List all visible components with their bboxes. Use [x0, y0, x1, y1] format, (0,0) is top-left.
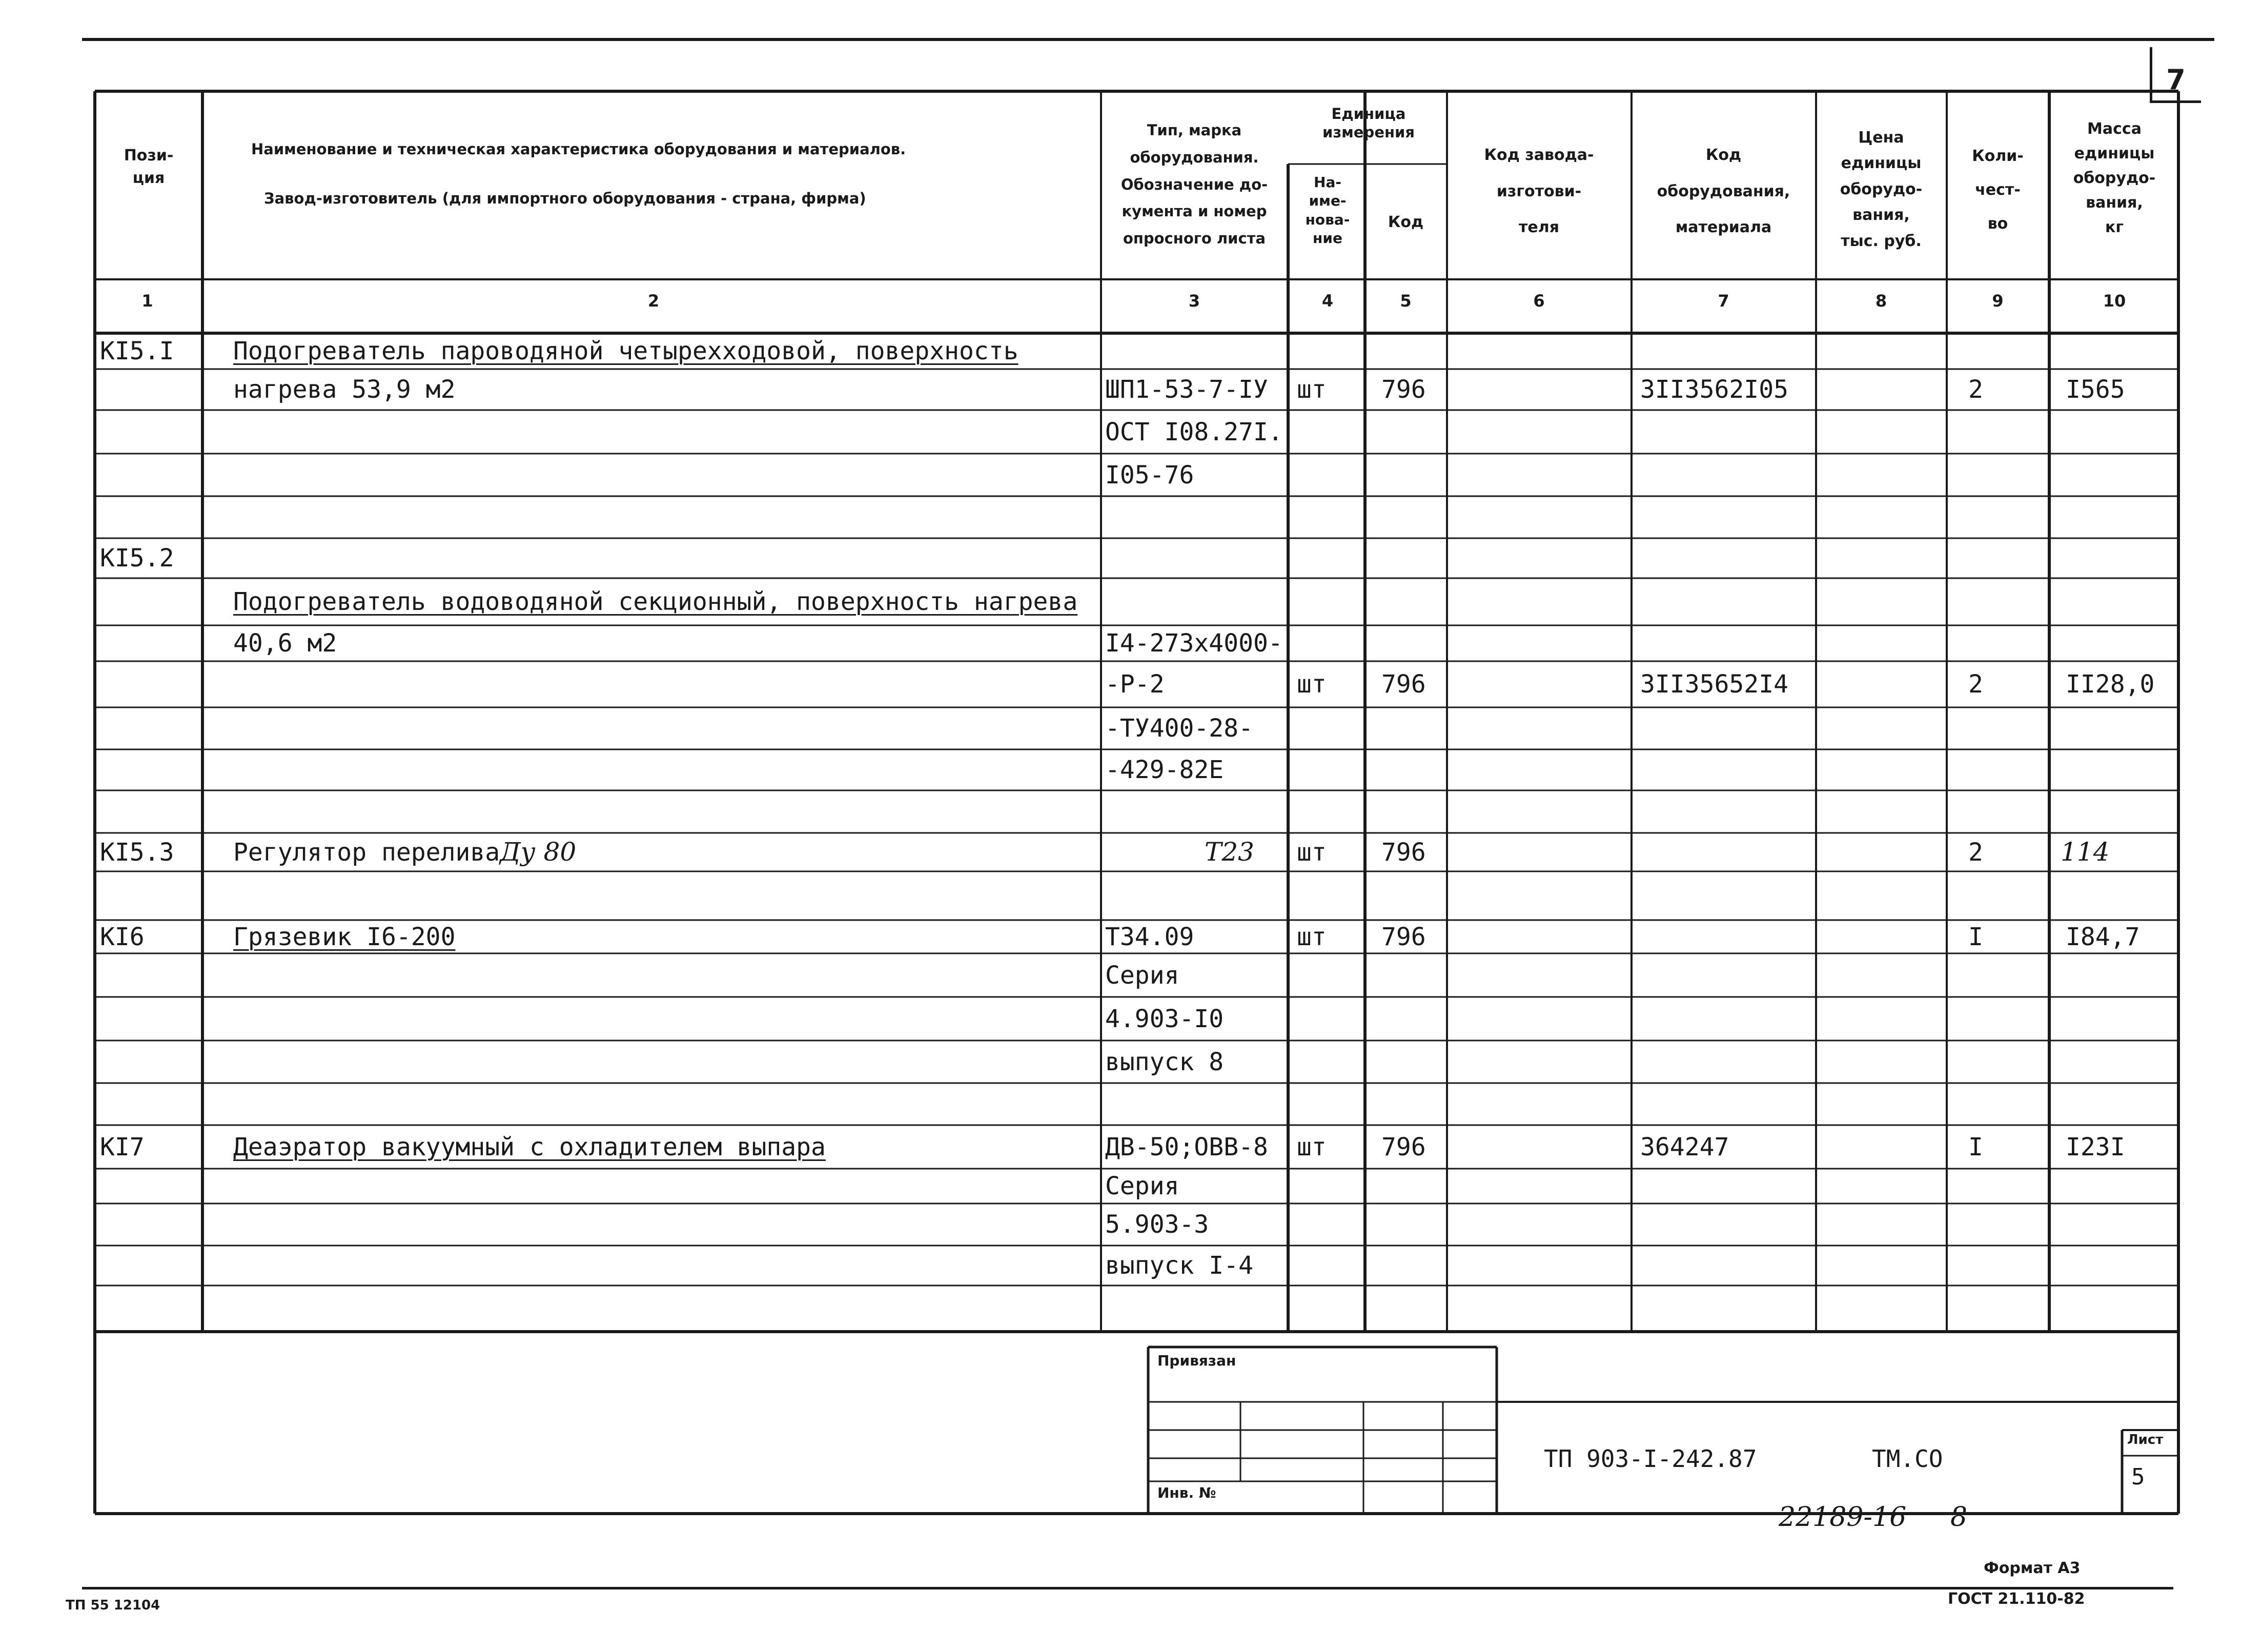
colnum-2: 2	[647, 291, 660, 311]
cell-type: ДВ-50;ОВВ-8	[1105, 1132, 1268, 1161]
cell-pos: КI5.I	[100, 337, 174, 365]
cell-code: 796	[1381, 922, 1426, 951]
cell-unit: шт	[1297, 922, 1327, 951]
cell-type: -429-82Е	[1105, 756, 1224, 784]
printer-mark: ТП 55 12104	[66, 1598, 160, 1613]
cell-unit: шт	[1297, 670, 1327, 699]
header-equipment-code: Код оборудования, материала	[1657, 146, 1790, 236]
colnum-9: 9	[1992, 291, 2004, 311]
header-position: Пози- ция	[124, 147, 174, 187]
cell-mass: I565	[2066, 375, 2125, 404]
cell-equip-code: 3II35652I4	[1640, 670, 1788, 699]
colnum-4: 4	[1321, 291, 1334, 311]
cell-unit: шт	[1297, 1132, 1327, 1161]
cell-type: ОСТ I08.27I.	[1105, 417, 1283, 446]
stamp-document-code: ТП 903-I-242.87	[1544, 1445, 1757, 1473]
cell-name: Грязевик I6-200	[233, 922, 456, 951]
header-unit-group: Единица измерения	[1322, 105, 1415, 141]
cell-unit: шт	[1297, 375, 1327, 404]
cell-code: 796	[1381, 670, 1426, 699]
handwritten-mass: 114	[2061, 837, 2110, 867]
stamp-sheet-number: 5	[2131, 1464, 2145, 1490]
sheet-corner-number: 7	[2166, 64, 2186, 96]
colnum-1: 1	[141, 291, 153, 311]
colnum-3: 3	[1188, 291, 1200, 311]
cell-type: I05-76	[1105, 460, 1194, 490]
handwritten-dn: Ду 80	[500, 837, 577, 867]
cell-type: 5.903-3	[1105, 1210, 1209, 1239]
header-name-line1: Наименование и техническая характеристика оборудования и материалов.	[251, 140, 906, 158]
handwritten-type: Т23	[1205, 837, 1254, 867]
cell-qty: 2	[1968, 838, 1983, 867]
header-price: Цена единицы оборудо- вания, тыс. руб.	[1840, 129, 1923, 250]
cell-code: 796	[1381, 838, 1426, 867]
archive-page: 8	[1950, 1502, 1968, 1533]
colnum-7: 7	[1718, 291, 1729, 311]
cell-code: 796	[1381, 375, 1426, 404]
stamp-sheet-label: Лист	[2127, 1432, 2164, 1447]
cell-type: 4.903-I0	[1105, 1004, 1224, 1033]
cell-equip-code: 3II3562I05	[1640, 375, 1788, 404]
cell-type: Серия	[1105, 1172, 1179, 1200]
gost-label: ГОСТ 21.110-82	[1948, 1590, 2085, 1608]
header-unit-code: Код	[1388, 213, 1424, 231]
colnum-6: 6	[1533, 291, 1545, 311]
header-quantity: Коли- чест- во	[1972, 147, 2024, 233]
cell-type: Серия	[1105, 961, 1179, 990]
colnum-10: 10	[2103, 291, 2126, 311]
cell-pos: КI5.3	[100, 838, 174, 867]
cell-mass: I23I	[2066, 1132, 2125, 1161]
cell-code: 796	[1381, 1132, 1426, 1161]
cell-equip-code: 364247	[1640, 1132, 1729, 1161]
cell-pos: КI5.2	[100, 544, 174, 573]
cell-qty: 2	[1968, 375, 1983, 404]
cell-name: Деаэратор вакуумный с охладителем выпара	[233, 1132, 826, 1161]
header-name-line2: Завод-изготовитель (для импортного оборудования - страна, фирма)	[264, 190, 866, 207]
cell-type: I4-273х4000-	[1105, 629, 1283, 658]
cell-name: нагрева 53,9 м2	[233, 375, 456, 404]
cell-pos: КI7	[100, 1132, 145, 1161]
cell-name: Подогреватель пароводяной четырехходовой, поверхность	[233, 337, 1018, 365]
cell-type: -Р-2	[1105, 670, 1165, 699]
cell-mass: I84,7	[2066, 922, 2140, 951]
cell-qty: I	[1968, 1132, 1983, 1161]
stamp-inv-label: Инв. №	[1157, 1484, 1216, 1501]
cell-qty: 2	[1968, 670, 1983, 699]
cell-qty: I	[1968, 922, 1983, 951]
header-factory-code: Код завода- изготови- теля	[1484, 146, 1594, 236]
format-label: Формат А3	[1984, 1559, 2081, 1577]
cell-type: выпуск 8	[1105, 1047, 1224, 1076]
header-type: Тип, марка оборудования. Обозначение до- кумента и номер опросного листа	[1120, 121, 1268, 248]
cell-name: Подогреватель водоводяной секционный, поверхность нагрева	[233, 587, 1078, 616]
cell-type: выпуск I-4	[1105, 1251, 1253, 1280]
cell-type: ШП1-53-7-IУ	[1105, 375, 1268, 404]
cell-pos: КI6	[100, 922, 145, 951]
cell-name: 40,6 м2	[233, 629, 337, 658]
colnum-5: 5	[1400, 291, 1412, 311]
archive-number: 22189-16	[1779, 1502, 1907, 1533]
header-mass: Масса единицы оборудо- вания, кг	[2073, 120, 2156, 236]
cell-name: Регулятор перелива	[233, 838, 500, 867]
cell-mass: II28,0	[2066, 670, 2155, 699]
bottom-rule	[82, 1587, 2173, 1589]
cell-type: -ТУ400-28-	[1105, 714, 1253, 743]
cell-unit: шт	[1297, 838, 1327, 867]
stamp-document-mark: ТМ.СО	[1872, 1445, 1943, 1473]
header-unit-name: На- име- нова- ние	[1305, 174, 1350, 247]
cell-type: Т34.09	[1105, 922, 1194, 951]
colnum-8: 8	[1875, 291, 1887, 311]
stamp-attached-label: Привязан	[1157, 1352, 1236, 1369]
